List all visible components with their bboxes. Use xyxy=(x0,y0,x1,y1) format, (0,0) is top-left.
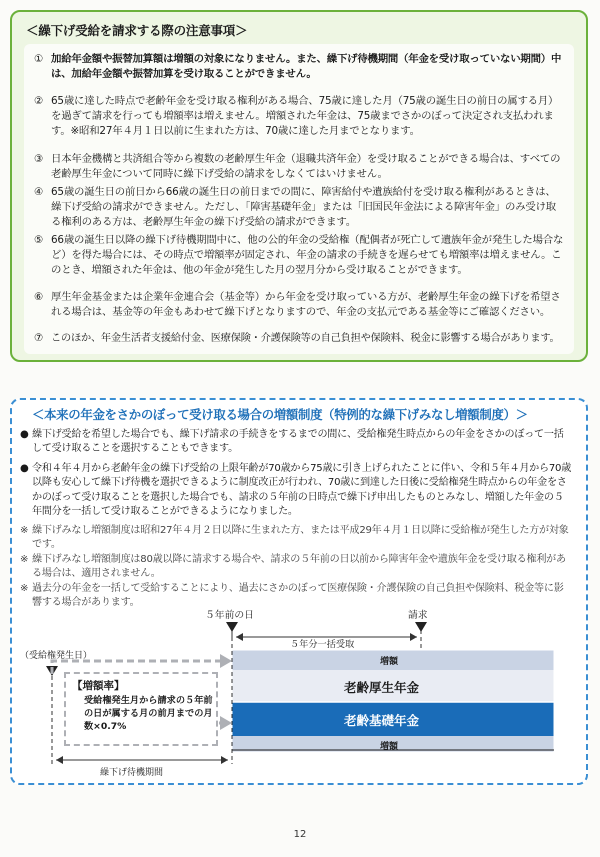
claim-marker xyxy=(415,622,427,632)
bar-increase-top-label: 増額 xyxy=(380,657,399,667)
note-text: このほか、年金生活者支援給付金、医療保険・介護保険等の自己負担や保険料、税金に影響する場合があります。 xyxy=(51,333,560,344)
increase-rate-body: 受給権発生月から請求の５年前の日が属する月の前月までの月数×0.7% xyxy=(84,695,213,732)
special-paragraph-2: ● 令和４年４月から老齢年金の繰下げ受給の上限年齢が70歳から75歳に引き上げられたことに伴い、令和５年４月から70歳以降も安心して繰下げ待機を選択できるように制度改正が行われ、70歳に到達した日後に受給権発生時点からの年金をさかのぼって受け取ることを選択した場合でも、請求の５年前の日時点で繰下げ申出したものとみなし、増額した年金の５年間分を一括して受け取ることができるようになりました。 xyxy=(20,463,572,518)
note-text: 厚生年金基金または企業年金連合会（基金等）から年金を受け取っている方が、老齢厚生年金の繰下げを希望される場合は、基金等の年金もあわせて繰下げとなりますので、年金の支払元である基金等にご確認ください。 xyxy=(51,291,561,318)
five-years-before-marker xyxy=(226,622,238,632)
note-text: 日本年金機構と共済組合等から複数の老齢厚生年金（退職共済年金）を受け取ることができる場合は、すべての老齢厚生年金について同時に繰下げ受給の請求をしなくてはいけません。 xyxy=(51,153,561,180)
bar-increase-bottom-label: 増額 xyxy=(380,742,399,752)
entitlement-label: （受給権発生日） xyxy=(20,651,93,661)
note-item-3: ③ 日本年金機構と共済組合等から複数の老齢厚生年金（退職共済年金）を受け取ることができる場合は、すべての老齢厚生年金について同時に繰下げ受給の請求をしなくてはいけません。 xyxy=(34,152,564,182)
bar-basic-pension-label: 老齢基礎年金 xyxy=(344,713,420,728)
note-text: 加給年金額や振替加算額は増額の対象になりません。また、繰下げ待機期間（年金を受け取っていない期間）中は、加給年金額や振替加算を受け取ることができません。 xyxy=(51,53,562,80)
special-paragraph-1: ● 繰下げ受給を希望した場合でも、繰下げ請求の手続きをするまでの間に、受給権発生時点からの年金をさかのぼって一括して受け取ることを選択することもできます。 xyxy=(20,429,564,455)
note-text: 65歳の誕生日の前日から66歳の誕生日の前日までの間に、障害給付や遺族給付を受け取る権利があるときは、繰下げ受給の請求ができません。ただし、「障害基礎年金」または「旧国民年金法による障害年金」のみ受け取る権利のある方は、老齢厚生年金の繰下げ受給の請求ができます。 xyxy=(51,186,556,228)
note-item-5: ⑤ 66歳の誕生日以降の繰下げ待機期間中に、他の公的年金の受給権（配偶者が死亡して遺族年金が発生した場合など）を得た場合には、その時点で増額率が固定され、年金の請求の手続きを遅らせても増額率は増えません。このとき、増額された年金は、他の年金が発生した月の翌月分から受け取ることができます。 xyxy=(34,234,564,276)
five-years-before-label: ５年前の日 xyxy=(205,610,254,621)
notes-title: ＜繰下げ受給を請求する際の注意事項＞ xyxy=(26,23,248,38)
note-item-2: ② 65歳に達した時点で老齢年金を受け取る権利がある場合、75歳に達した月（75歳の誕生日の前日の属する月）を過ぎて請求を行っても増額率は増えません。増額された年金は、75歳までさかのぼって決定され支払われます。※昭和27年４月１日以前に生まれた方は、70歳に達した月までとなります。 xyxy=(34,94,564,139)
note-item-1: ① 加給年金額や振替加算額は増額の対象になりません。また、繰下げ待機期間（年金を受け取っていない期間）中は、加給年金額や振替加算を受け取ることができません。 xyxy=(34,52,564,82)
special-note-3: ※ 過去分の年金を一括して受給することにより、過去にさかのぼって医療保険・介護保険の自己負担や保険料、税金等に影響する場合があります。 xyxy=(20,583,564,609)
note-text: 66歳の誕生日以降の繰下げ待機期間中に、他の公的年金の受給権（配偶者が死亡して遺族年金が発生した場合など）を得た場合には、その時点で増額率が固定され、年金の請求の手続きを遅らせても増額率は増えません。このとき、増額された年金は、他の年金が発生した月の翌月分から受け取ることができます。 xyxy=(51,234,564,276)
note-item-4: ④ 65歳の誕生日の前日から66歳の誕生日の前日までの間に、障害給付や遺族給付を受け取る権利があるときは、繰下げ受給の請求ができません。ただし、「障害基礎年金」または「旧国民年金法による障害年金」のみ受け取る権利のある方は、老齢厚生年金の繰下げ受給の請求ができます。 xyxy=(34,185,564,230)
special-increase-title: ＜本来の年金をさかのぼって受け取る場合の増額制度（特例的な繰下げみなし増額制度）＞ xyxy=(32,407,528,422)
waiting-period-label: 繰下げ待機期間 xyxy=(100,768,164,778)
increase-rate-title: 【増額率】 xyxy=(72,680,125,692)
note-item-7: ⑦ このほか、年金生活者支援給付金、医療保険・介護保険等の自己負担や保険料、税金に影響する場合があります。 xyxy=(34,331,564,346)
claim-label: 請求 xyxy=(408,610,428,621)
bar-employees-pension-label: 老齢厚生年金 xyxy=(344,680,420,695)
increase-rate-box xyxy=(64,672,218,746)
note-text: 65歳に達した時点で老齢年金を受け取る権利がある場合、75歳に達した月（75歳の誕生日の前日の属する月）を過ぎて請求を行っても増額率は増えません。増額された年金は、75歳までさかのぼって決定され支払われます。※昭和27年４月１日以前に生まれた方は、70歳に達した月までとなります。 xyxy=(51,95,559,137)
page-number: 12 xyxy=(293,829,307,840)
note-item-6: ⑥ 厚生年金基金または企業年金連合会（基金等）から年金を受け取っている方が、老齢厚生年金の繰下げを希望される場合は、基金等の年金もあわせて繰下げとなりますので、年金の支払元である基金等にご確認ください。 xyxy=(34,290,564,320)
special-note-2: ※ 繰下げみなし増額制度は80歳以降に請求する場合や、請求の５年前の日以前から障害年金や遺族年金を受け取る権利がある場合は、適用されません。 xyxy=(20,554,566,580)
lump-sum-label: ５年分一括受取 xyxy=(290,639,355,650)
special-note-1: ※ 繰下げみなし増額制度は昭和27年４月２日以降に生まれた方、または平成29年４月１日以降に受給権が発生した方が対象です。 xyxy=(20,525,569,551)
